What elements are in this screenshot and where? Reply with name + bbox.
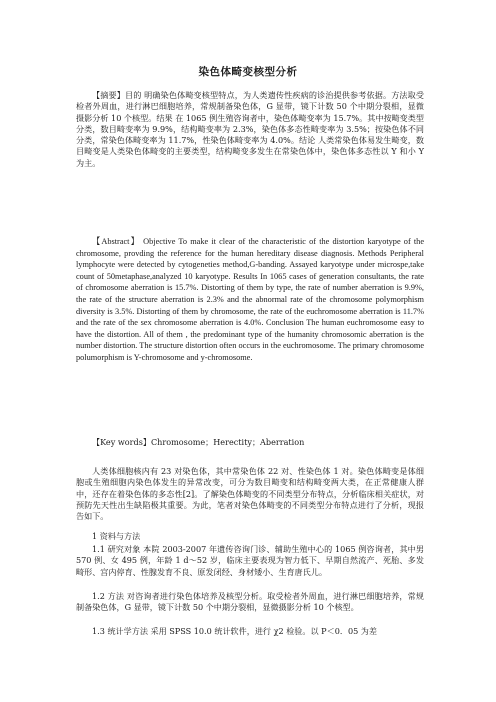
- subsection-subjects: 1.1 研究对象 本院 2003-2007 年遗传咨询门诊、辅助生殖中心的 1065 例咨询者，其中男 570 例、女 495 例，年龄 1 d～52 岁，临床主要表现为智力低下、早期自然流产、死胎、多发畸形、宫内停育、性腺发育不良、原发闭经、身材矮小、生育唐氏儿。: [76, 544, 424, 577]
- keywords-label: 【Key words】: [92, 437, 151, 447]
- abstract-en: [76, 236, 424, 364]
- abstract-cn-text: 目的 明确染色体畸变核型特点，为人类遗传性疾病的诊治提供参考依据。方法取受检者外周血，进行淋巴细胞培养，常规制备染色体，G 显带，镜下计数 50 个中期分裂相，显微摄影分析 10 个核型。结果 在 1065 例生殖咨询者中，染色体畸变率为 15.7%。其中按畸变类型分类，数目畸变率为 9.9%，结构畸变率为 2.3%，染色体多态性畸变率为 3.5%；按染色体不同分类，常染色体畸变率为 11.7%，性染色体畸变率为 4.0%。结论 人类常染色体易发生畸变，数目畸变是人类染色体畸变的主要类型，结构畸变多发生在常染色体中，染色体多态性以 Y 和小 Y 为主。: [76, 90, 424, 168]
- subsection-statistics: 1.3 统计学方法 采用 SPSS 10.0 统计软件，进行 χ2 检验。以 P＜0．05 为差: [92, 626, 377, 636]
- section-heading-methods: 1 资料与方法: [92, 531, 141, 541]
- subsection-methods: 1.2 方法 对咨询者进行染色体培养及核型分析。取受检者外周血，进行淋巴细胞培养，常规制备染色体，G 显带，镜下计数 50 个中期分裂相，显微摄影分析 10 个核型。: [76, 591, 424, 613]
- abstract-cn-label: 【摘要】: [92, 90, 125, 100]
- intro-paragraph: 人类体细胞核内有 23 对染色体，其中常染色体 22 对、性染色体 1 对。染色体畸变是体细胞或生殖细胞内染色体发生的异常改变，可分为数目畸变和结构畸变两大类，在正常健康人群中，还存在着染色体的多态性[2]。了解染色体畸变的不同类型分布特点，分析临床相关症状，对预防先天性出生缺陷极其重要。为此，笔者对染色体畸变的不同类型分布特点进行了分析，现报告如下。: [76, 466, 424, 522]
- keywords: [76, 437, 424, 448]
- keywords-text: Chromosome；Herectity；Aberration: [150, 437, 305, 447]
- abstract-en-text: Objective To make it clear of the characteristic of the distortion karyotype of the chromosome, provding the reference for the human hereditary disease diagnosis. Methods Peripheral lymphocyte were detected by cytogeneties method,G-banding. Assayed karyotype under microspe,take count of 50metaphase,analyzed 10 karyotype. Results In 1065 cases of generation consultants, the rate of chromosome aberration is 15.7%. Distorting of them by type, the rate of number aberration is 9.9%, the rate of the structure aberration is 2.3% and the abnormal rate of the chromosome polymorphism diversity is 3.5%. Distorting of them by chromosome, the rate of the euchromosome aberration is 11.7% and the rate of the sex chromosome aberration is 4.0%. Conclusion The human euchromosome easy to have the distortion. All of them , the predominant type of the humanity chromosomic aberration is the number distortion. The structure distortion often occurs in the euchromosome. The primary chromosome polumorphism is Y-chromosome and y-chromosome.: [76, 237, 425, 362]
- page-title: 染色体畸变核型分析: [198, 66, 298, 78]
- abstract-cn: [76, 90, 424, 169]
- abstract-en-label: 【Abstract】: [92, 237, 140, 246]
